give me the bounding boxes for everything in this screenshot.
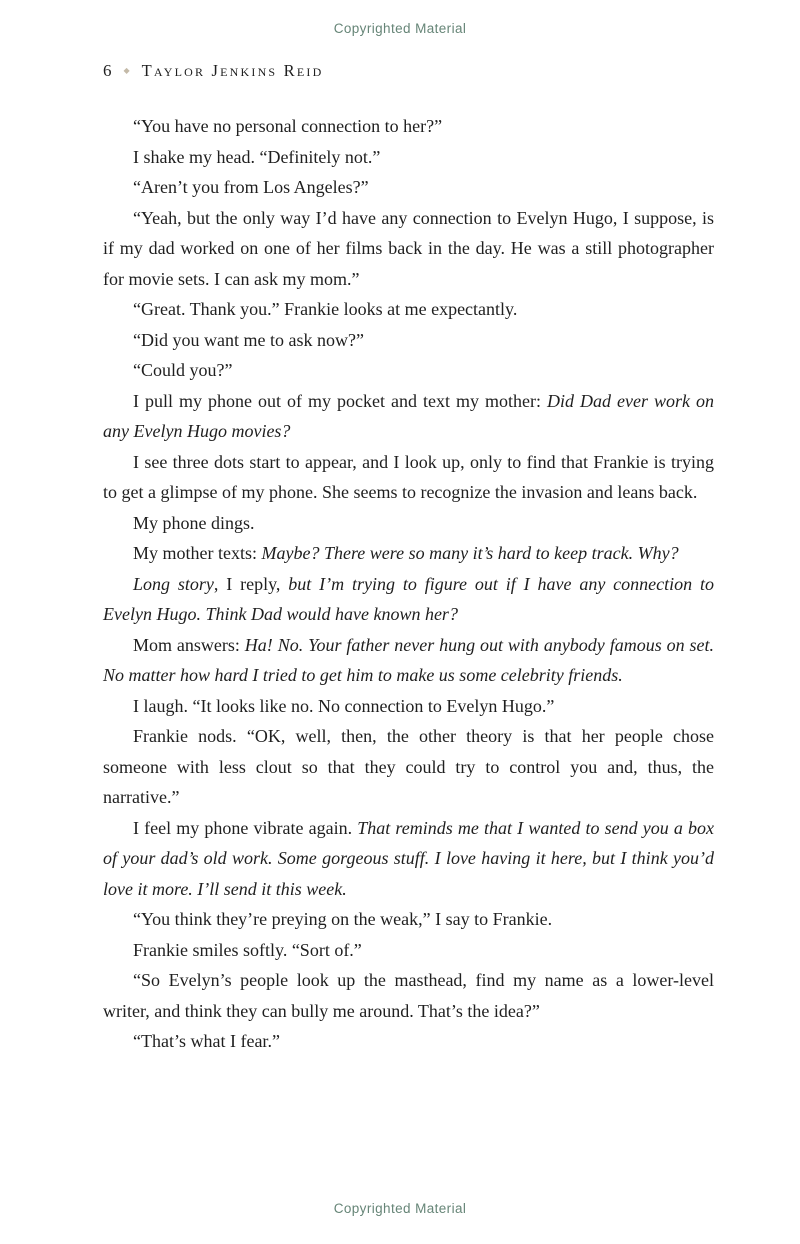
text-segment: “You have no personal connection to her?” [133,116,443,136]
text-segment: “Yeah, but the only way I’d have any connection to Evelyn Hugo, I suppose, is if my dad worked on one of her films back in the day. He was a still photographer for movie sets. I can ask my mom.” [103,207,714,289]
paragraph [103,508,714,539]
paragraph [103,569,714,630]
paragraph [103,813,714,905]
text-segment: “Did you want me to ask now?” [133,329,364,350]
copyright-notice-bottom: Copyrighted Material [333,1201,467,1216]
paragraph [103,172,714,203]
text-segment: “Aren’t you from Los Angeles?” [133,177,369,197]
text-segment-italic: Did Dad ever work on any Evelyn Hugo movies? [103,390,714,441]
page-number: 6 [103,61,112,80]
text-segment: I see three dots start to appear, and I look up, only to find that Frankie is trying to get a glimpse of my phone. She seems to recognize the invasion and leans back. [103,451,714,502]
paragraph [103,447,714,508]
diamond-icon: ◆ [123,65,130,75]
text-segment-italic: but I’m trying to figure out if I have any connection to Evelyn Hugo. Think Dad would have known her? [103,573,715,624]
text-segment-italic: That reminds me that I wanted to send you a box of your dad’s old work. Some gorgeous stuff. I love having it here, but I think you’d love it more. I’ll send it this week. [103,817,715,899]
paragraph [103,111,714,142]
text-segment: I shake my head. “Definitely not.” [133,146,381,167]
paragraph [103,1026,714,1057]
author-name: Taylor Jenkins Reid [141,61,324,80]
text-segment: My mother texts: [133,543,262,563]
paragraph [103,965,714,1026]
paragraph [103,142,714,173]
text-segment: “You think they’re preying on the weak,” I say to Frankie. [133,909,553,929]
text-segment: Mom answers: [133,634,245,655]
paragraph [103,325,714,356]
body-text [103,111,714,1057]
text-segment: My phone dings. [133,512,255,533]
text-segment: I pull my phone out of my pocket and text my mother: [133,390,547,411]
paragraph [103,691,714,722]
paragraph [103,294,714,325]
paragraph [103,630,714,691]
text-segment: Frankie smiles softly. “Sort of.” [133,939,362,960]
paragraph [103,386,714,447]
text-segment: , I reply, [213,573,289,594]
text-segment-italic: Long story [133,573,214,594]
paragraph [103,935,714,966]
text-segment: “So Evelyn’s people look up the masthead, find my name as a lower-level writer, and think they can bully me around. That’s the idea?” [103,970,714,1021]
text-segment: “That’s what I fear.” [133,1031,280,1051]
text-segment: Frankie nods. “OK, well, then, the other theory is that her people chose someone with less clout so that they could try to control you and, thus, the narrative.” [103,726,714,807]
text-segment: “Could you?” [133,360,233,380]
paragraph [103,355,714,386]
text-segment-italic: Ha! No. Your father never hung out with anybody famous on set. No matter how hard I tried to get him to make us some celebrity friends. [103,634,714,685]
paragraph [103,203,714,295]
paragraph [103,904,714,935]
text-segment: I laugh. “It looks like no. No connection to Evelyn Hugo.” [133,695,555,716]
paragraph [103,721,714,813]
copyright-notice-top: Copyrighted Material [333,21,467,36]
text-segment: “Great. Thank you.” Frankie looks at me expectantly. [133,299,518,319]
text-segment: I feel my phone vibrate again. [133,817,358,838]
text-segment-italic: Maybe? There were so many it’s hard to keep track. Why? [261,543,679,563]
paragraph [103,538,714,569]
running-header [103,61,323,81]
